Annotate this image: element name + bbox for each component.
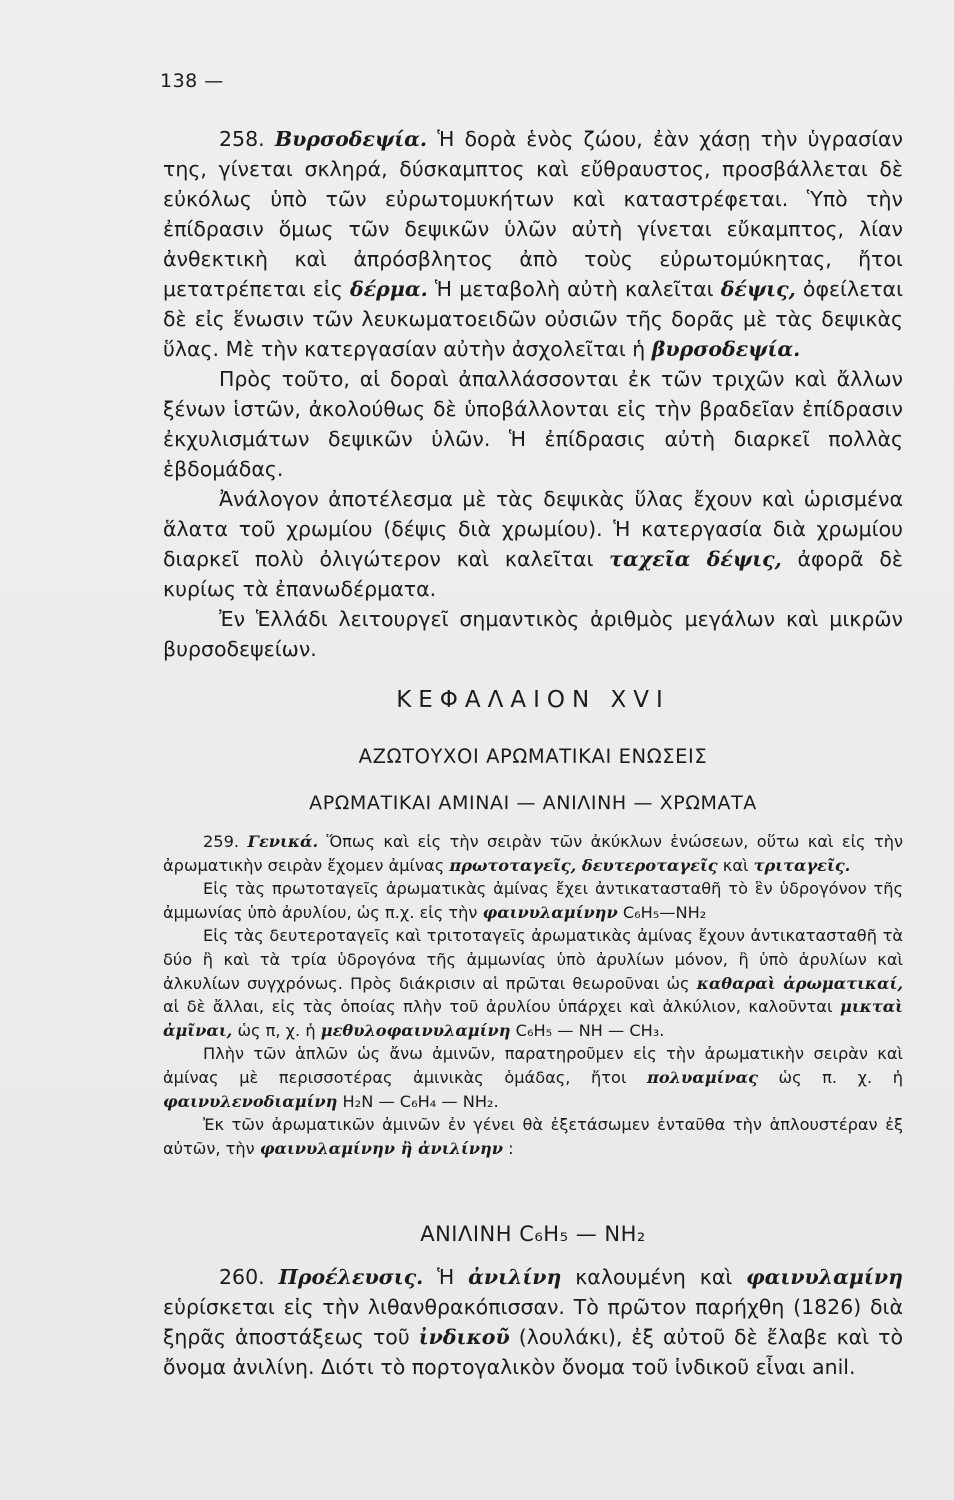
aniline-heading: ΑΝΙΛΙΝΗ C₆H₅ — NH₂ [420, 1222, 646, 1246]
paragraph-258-2: Πρὸς τοῦτο, αἱ δοραὶ ἀπαλλάσσονται ἐκ τῶν τριχῶν καὶ ἄλλων ξένων ἱστῶν, ἀκολούθως δὲ ὑποβάλλονται εἰς τὴν βραδεῖαν ἐπίδρασιν ἐκχυλισμάτων δεψικῶν ὑλῶν. Ἡ ἐπίδρασις αὐτὴ διαρκεῖ πολλὰς ἑβδομάδας. [163, 367, 903, 481]
paragraph-259-3 [163, 924, 903, 1042]
section-number: 258. [219, 127, 265, 151]
text-run: Ἡ μεταβολὴ αὐτὴ καλεῖται [427, 277, 721, 301]
emphasis: φαινυλαμίνην [482, 902, 618, 922]
paragraph-259-4 [163, 1042, 903, 1113]
formula: H₂N — C₆H₄ — NH₂. [337, 1091, 499, 1111]
section-259 [163, 830, 903, 1160]
section-number: 260. [219, 1265, 265, 1289]
section-title: Βυρσοδεψία. [274, 127, 428, 151]
text-run: ὡς π, χ. ἡ [232, 1020, 321, 1040]
formula: C₆H₅—NH₂ [617, 902, 707, 922]
emphasis: δέψις, [720, 277, 796, 301]
paragraph-258-1 [163, 124, 903, 364]
text-run: Ἐκ τῶν ἀρωματικῶν ἀμινῶν ἐν γένει θὰ ἐξετάσωμεν ἐνταῦθα τὴν ἁπλουστέραν ἐξ αὐτῶν, τὴν [163, 1115, 903, 1158]
formula: C₆H₅ — NH — CH₃. [510, 1020, 665, 1040]
text-run: εὑρίσκεται εἰς τὴν λιθανθρακόπισσαν. Τὸ πρῶτον παρήχθη (1826) διὰ ξηρᾶς ἀποστάξεως τοῦ [163, 1295, 903, 1349]
text-run: Ἡ δορὰ ἑνὸς ζώου, ἐὰν χάσῃ τὴν ὑγρασίαν της, γίνεται σκληρά, δύσκαμπτος καὶ εὔθραυστος, προσβάλλεται δὲ εὐκόλως ὑπὸ τῶν εὐρωτομυκήτων καὶ καταστρέφεται. Ὑπὸ τὴν ἐπίδρασιν ὅμως τῶν δεψικῶν ὑλῶν αὐτὴ γίνεται εὔκαμπτος, λίαν ἀνθεκτικὴ καὶ ἀπρόσβλητος ἀπὸ τοὺς εὐρωτομύκητας, ἤτοι μετατρέπεται εἰς [163, 127, 903, 301]
text-run: Εἰς τὰς πρωτοταγεῖς ἀρωματικὰς ἀμίνας ἔχει ἀντικατασταθῆ τὸ ἓν ὑδρογόνον τῆς ἀμμωνίας ὑπὸ ἀρυλίου, ὡς π.χ. εἰς τὴν [163, 879, 903, 922]
section-title: Γενικά. [247, 832, 319, 851]
paragraph-260-1 [163, 1262, 903, 1382]
emphasis: μεθυλοφαινυλαμίνη [320, 1020, 511, 1040]
text-run: : [502, 1138, 514, 1158]
emphasis: φαινυλαμίνην ἢ ἀνιλίνην [259, 1138, 503, 1158]
emphasis: καθαραὶ ἀρωματικαί, [696, 973, 903, 993]
emphasis: φαινυλαμίνη [746, 1265, 903, 1289]
emphasis: δέρμα. [350, 277, 428, 301]
text-run: Ἀνάλογον ἀποτέλεσμα μὲ τὰς δεψικὰς ὕλας ἔχουν καὶ ὡρισμένα ἅλατα τοῦ χρωμίου (δέψις διὰ χρωμίου). Ἡ κατεργασία διὰ χρωμίου διαρκεῖ πολὺ ὀλιγώτερον καὶ καλεῖται [163, 487, 903, 571]
paragraph-259-5 [163, 1113, 903, 1160]
text-run: (λουλάκι), ἐξ αὐτοῦ δὲ ἔλαβε καὶ τὸ ὄνομα ἀνιλίνη. Διότι τὸ πορτογαλικὸν ὄνομα τοῦ ἰνδικοῦ εἶναι anil. [163, 1325, 904, 1379]
text-run: ὀφείλεται δὲ εἰς ἕνωσιν τῶν λευκωματοειδῶν οὐσιῶν τῆς δορᾶς μὲ τὰς δεψικὰς ὕλας. Μὲ τὴν κατεργασίαν αὐτὴν ἀσχολεῖται ἡ [163, 277, 904, 361]
text-run: Ὅπως καὶ εἰς τὴν σειρὰν τῶν ἀκύκλων ἑνώσεων, οὕτω καὶ εἰς τὴν ἀρωματικὴν σειρὰν ἔχομεν ἀμίνας [163, 832, 903, 875]
text-run: καλουμένη καὶ [561, 1265, 747, 1289]
text-run: ἀφορᾶ δὲ κυρίως τὰ ἐπανωδέρματα. [163, 547, 903, 601]
emphasis: ἰνδικοῦ [418, 1325, 510, 1349]
emphasis: πρωτοταγεῖς, δευτεροταγεῖς [449, 855, 718, 875]
text-run: ὡς π. χ. ἡ [757, 1067, 903, 1087]
paragraph-258-3 [163, 484, 903, 604]
section-number: 259. [203, 832, 240, 851]
paragraph-259-1 [163, 830, 903, 877]
section-title: Προέλευσις. [278, 1265, 424, 1289]
emphasis: πολυαμίνας [647, 1067, 758, 1087]
chapter-subtitle: ΑΖΩΤΟΥΧΟΙ ΑΡΩΜΑΤΙΚΑΙ ΕΝΩΣΕΙΣ [358, 745, 708, 768]
text-run: Εἰς τὰς δευτεροταγεῖς καὶ τριτοταγεῖς ἀρωματικὰς ἀμίνας ἔχουν ἀντικατασταθῆ τὰ δύο ἢ καὶ τὰ τρία ὑδρογόνα τῆς ἀμμωνίας ὑπὸ ἀρυλίων μόνον, ἢ ὑπὸ ἀρυλίων καὶ ἀλκυλίων συγχρόνως. Πρὸς διάκρισιν αἱ πρῶται θεωροῦναι ὡς [163, 926, 903, 993]
text-run: καὶ [717, 855, 754, 875]
text-run: Πλὴν τῶν ἁπλῶν ὡς ἄνω ἀμινῶν, παρατηροῦμεν εἰς τὴν ἀρωματικὴν σειρὰν καὶ ἀμίνας μὲ περισσοτέρας ἀμινικὰς ὁμάδας, ἤτοι [163, 1044, 903, 1087]
emphasis: βυρσοδεψία. [651, 337, 801, 361]
emphasis: ταχεῖα δέψις, [609, 547, 782, 571]
emphasis: μικταὶ ἀμῖναι, [163, 997, 903, 1040]
emphasis: ἀνιλίνη [468, 1265, 562, 1289]
emphasis: τριταγεῖς. [753, 855, 851, 875]
emphasis: φαινυλενοδιαμίνη [163, 1091, 338, 1111]
chapter-title: ΚΕΦΑΛΑΙΟΝ XVI [396, 687, 670, 713]
page-number: 138 — [160, 70, 224, 92]
chapter-subheading: ΑΡΩΜΑΤΙΚΑΙ ΑΜΙΝΑΙ — ΑΝΙΛΙΝΗ — ΧΡΩΜΑΤΑ [309, 792, 757, 814]
text-run: αἱ δὲ ἄλλαι, εἰς τὰς ὁποίας πλὴν τοῦ ἀρυλίου ὑπάρχει καὶ ἀλκύλιον, καλοῦνται [163, 997, 840, 1017]
text-run: Ἡ [423, 1265, 469, 1289]
section-260 [163, 1262, 903, 1382]
paragraph-259-2 [163, 877, 903, 924]
paragraph-258-4: Ἐν Ἑλλάδι λειτουργεῖ σημαντικὸς ἀριθμὸς μεγάλων καὶ μικρῶν βυρσοδεψείων. [163, 607, 903, 661]
section-258 [163, 124, 903, 664]
